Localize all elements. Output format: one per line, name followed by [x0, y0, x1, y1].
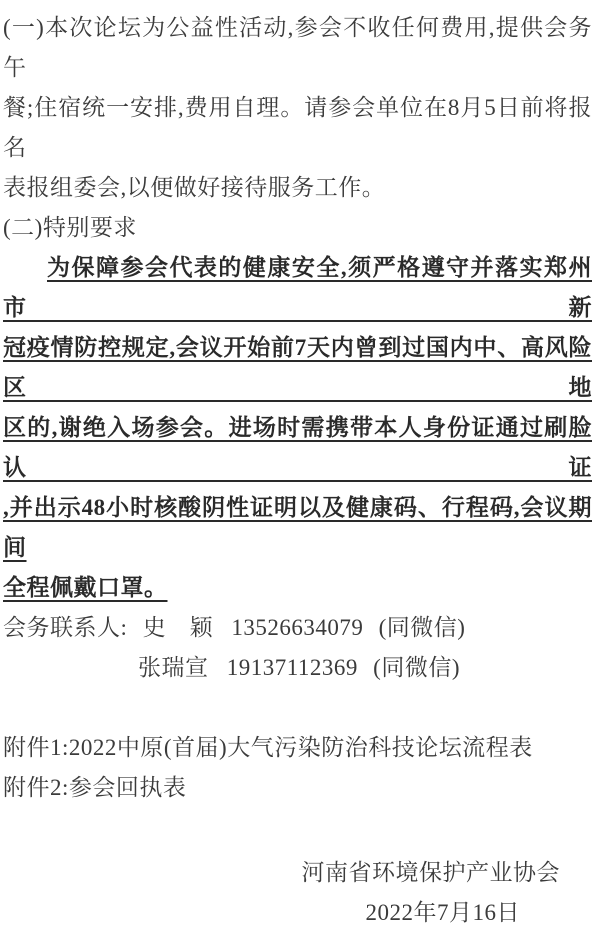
attachments-block — [3, 728, 592, 808]
paragraph-fee-line-2: 餐;住宿统一安排,费用自理。请参会单位在8月5日前将报名 — [3, 95, 592, 160]
special-requirements-paragraph — [3, 248, 592, 608]
contact-name-2: 张瑞宣 — [138, 655, 209, 680]
special-requirements-line-1: 为保障参会代表的健康安全,须严格遵守并落实郑州市新 — [3, 255, 592, 320]
attachment-item-1: 附件1:2022中原(首届)大气污染防治科技论坛流程表 — [3, 735, 533, 760]
contacts-label: 会务联系人: — [3, 615, 128, 640]
special-requirements-line-2: 冠疫情防控规定,会议开始前7天内曾到过国内中、高风险区地 — [3, 335, 592, 400]
contact-row-1 — [3, 608, 592, 648]
contact-phone-1: 13526634079 — [231, 615, 364, 640]
heading-special-requirements: (二)特别要求 — [3, 215, 137, 240]
contacts-block — [3, 608, 592, 688]
special-requirements-line-4: ,并出示48小时核酸阴性证明以及健康码、行程码,会议期间 — [3, 495, 592, 560]
attachment-item-2: 附件2:参会回执表 — [3, 775, 187, 800]
contact-wechat-note-2: (同微信) — [373, 655, 460, 680]
special-requirements-line-5: 全程佩戴口罩。 — [3, 575, 168, 600]
contact-row-2 — [3, 648, 592, 688]
paragraph-fee — [3, 8, 592, 208]
organization-signature: 河南省环境保护产业协会 — [301, 860, 560, 885]
contact-phone-2: 19137112369 — [226, 655, 358, 680]
contact-wechat-note-1: (同微信) — [378, 615, 466, 640]
special-requirements-line-3: 区的,谢绝入场参会。进场时需携带本人身份证通过刷脸认证 — [3, 415, 592, 480]
paragraph-fee-line-1: (一)本次论坛为公益性活动,参会不收任何费用,提供会务午 — [3, 15, 592, 80]
paragraph-fee-line-3: 表报组委会,以便做好接待服务工作。 — [3, 175, 386, 200]
signature-block — [3, 853, 592, 933]
contact-name-1: 史 颖 — [142, 615, 214, 640]
document-date: 2022年7月16日 — [365, 900, 520, 925]
